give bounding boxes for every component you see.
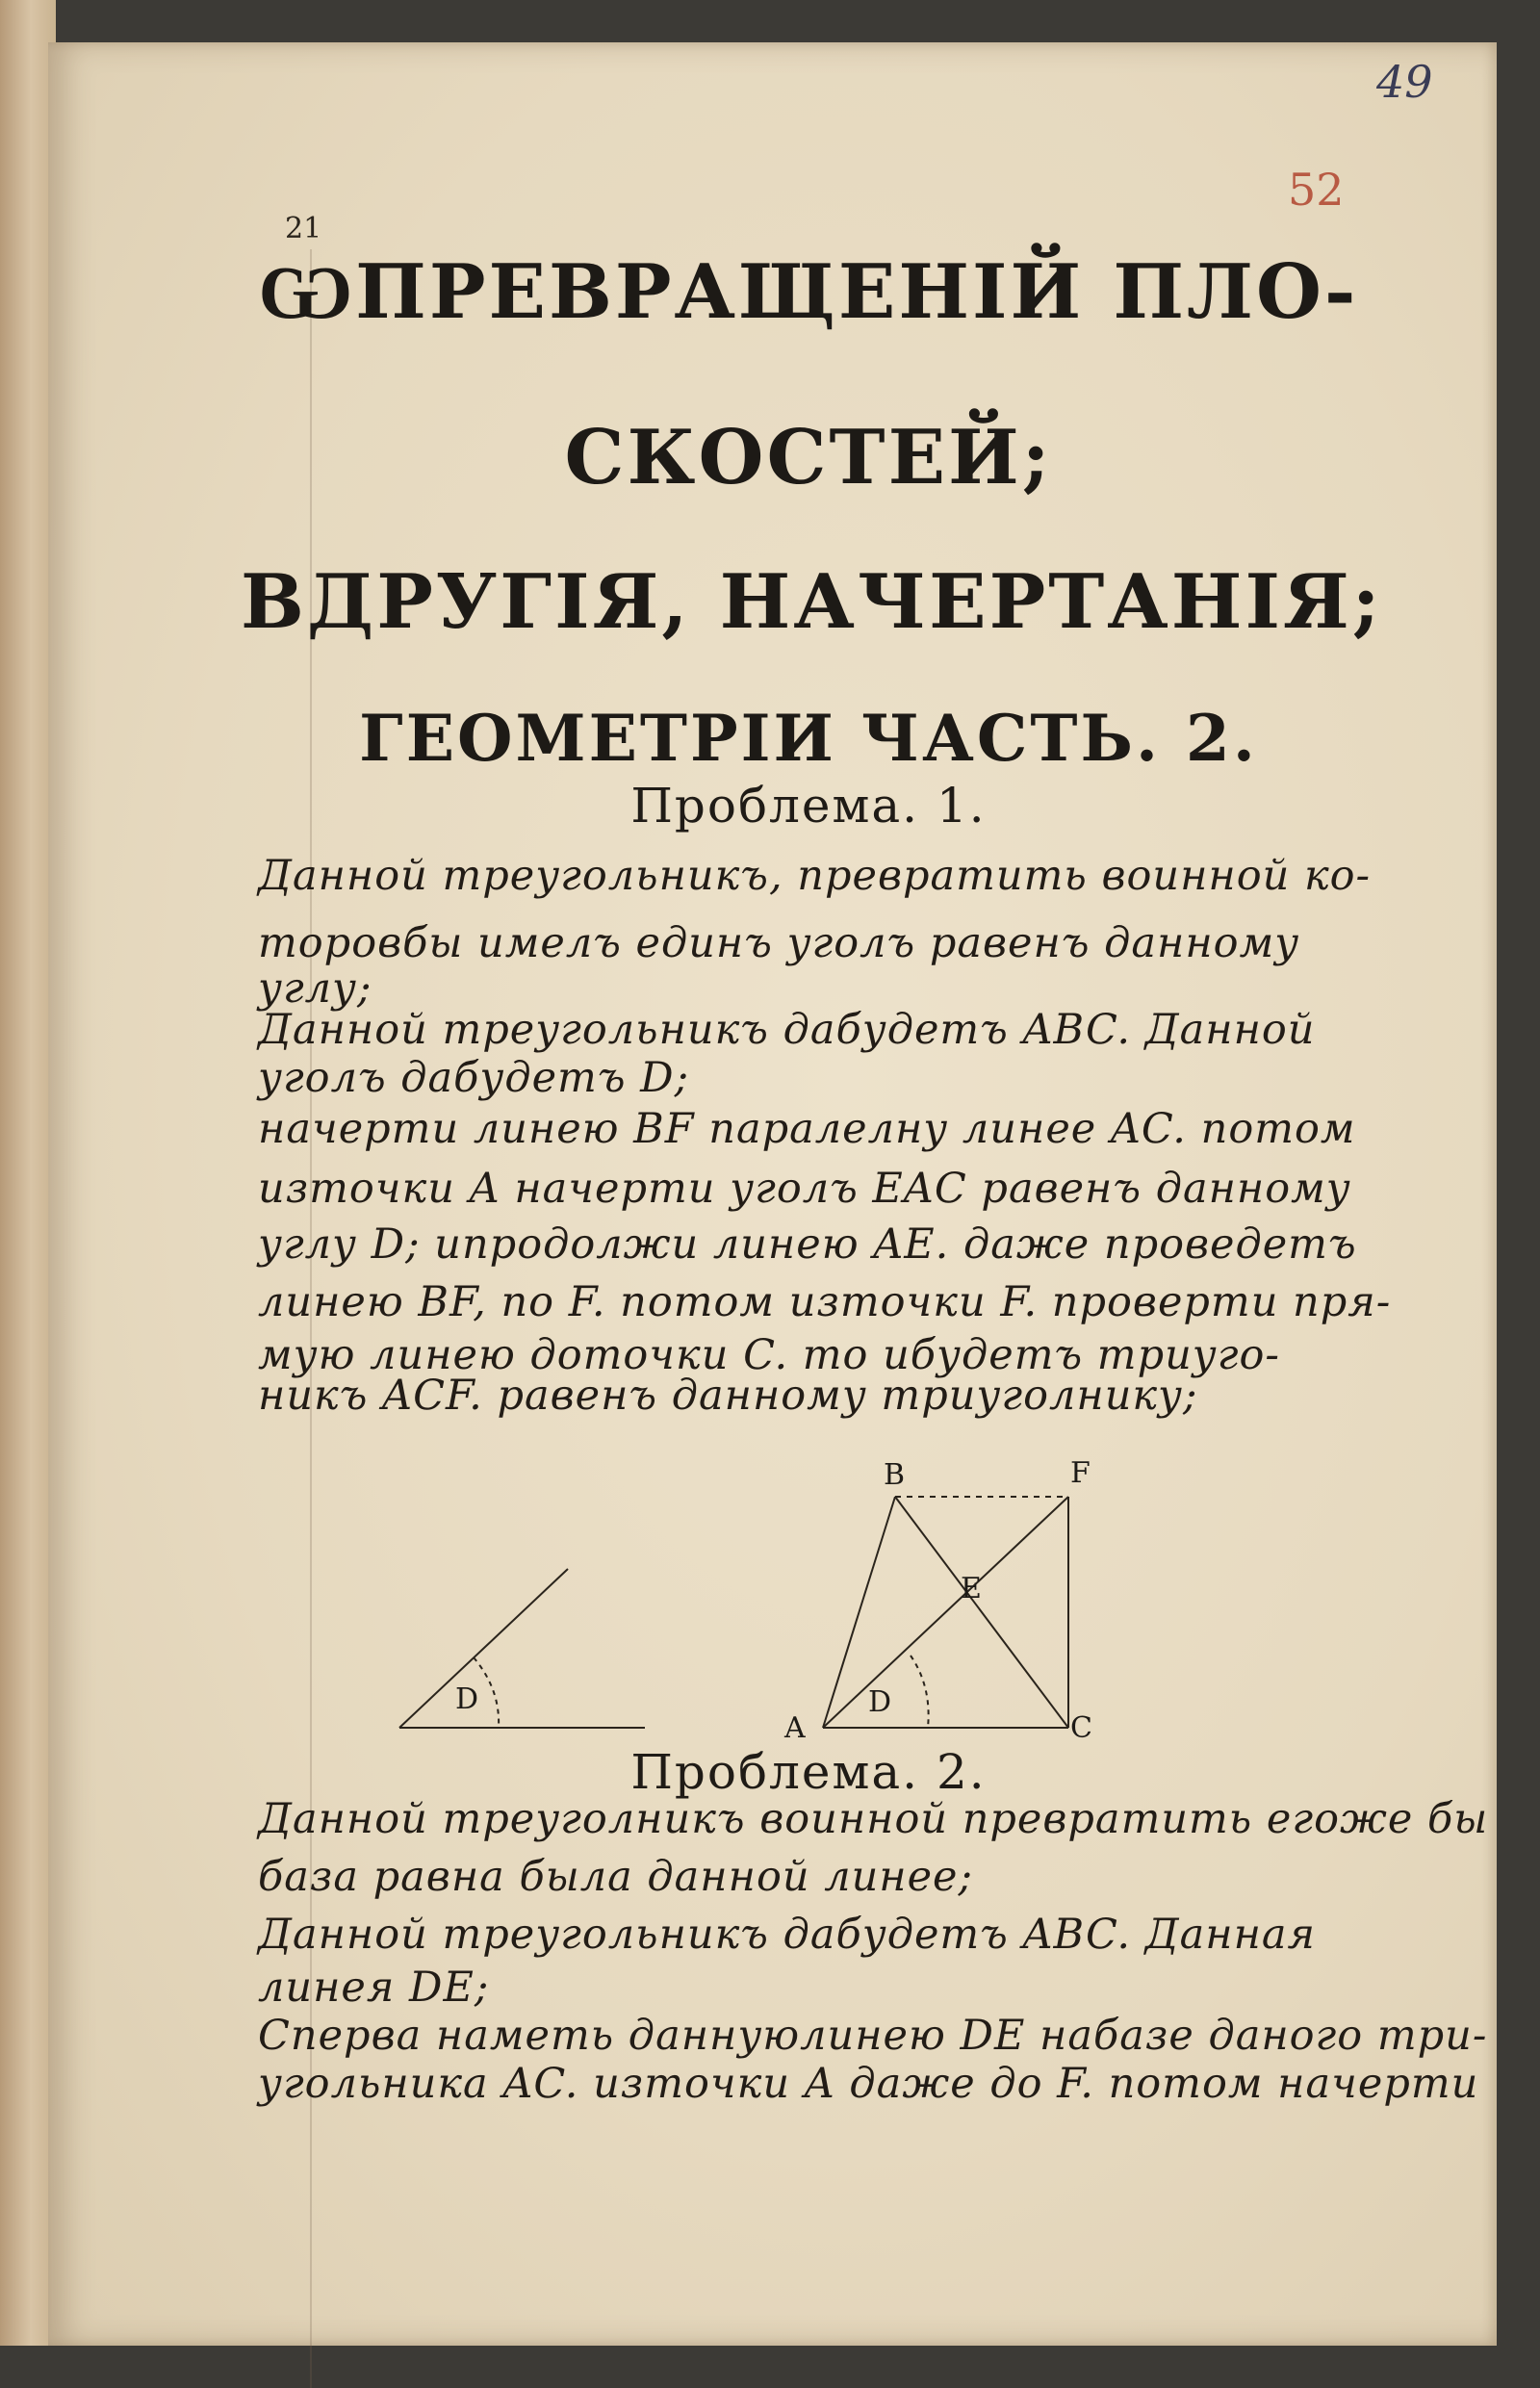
label-d: D — [868, 1685, 892, 1719]
label-b: B — [884, 1458, 906, 1492]
label-f: F — [1070, 1456, 1091, 1490]
label-e: E — [961, 1572, 982, 1605]
problem-2-line: угольника AC. източки A даже до F. потом начерти — [258, 2060, 1479, 2108]
problem-1-line: никъ ACF. равенъ данному триуголнику; — [258, 1372, 1198, 1420]
label-c: C — [1070, 1711, 1092, 1745]
problem-1-line: начерти линею BF паралелну линее AC. потом — [258, 1105, 1356, 1153]
problem-1-line: Данной треугольникъ дабудетъ ABC. Данной — [258, 1006, 1316, 1054]
problem-1-line: торовбы имелъ единъ уголъ равенъ данному — [258, 919, 1300, 967]
problem-2-heading: Проблема. 2. — [630, 1744, 987, 1800]
title-line-3: ВДРУГІЯ, НАЧЕРТАНІЯ; — [241, 558, 1383, 646]
title-line-2: СКОСТЕЙ; — [564, 414, 1053, 501]
problem-1-line: източки A начерти уголъ EAC равенъ данному — [258, 1165, 1351, 1213]
problem-2-line: Данной треуголникъ воинной превратить егоже бы — [258, 1795, 1489, 1843]
problem-1-line: линею BF, по F. потом източки F. проверти пря- — [258, 1278, 1392, 1326]
label-d-left: D — [455, 1682, 479, 1716]
corner-mark: 21 — [285, 212, 322, 245]
problem-1-line: углу D; ипродолжи линею AE. даже проведетъ — [258, 1220, 1357, 1269]
title-line-4: ГЕОМЕТРІИ ЧАСТЬ. 2. — [359, 701, 1258, 776]
problem-1-line: углу; — [258, 964, 372, 1013]
problem-2-line: Сперва наметь даннуюлинею DE набазе даного три- — [258, 2012, 1488, 2060]
problem-1-heading: Проблема. 1. — [630, 778, 987, 834]
label-a: A — [784, 1711, 806, 1745]
page-number-red: 52 — [1288, 164, 1345, 216]
problem-2-line: база равна была данной линее; — [258, 1853, 973, 1901]
problem-1-line: уголъ дабудетъ D; — [258, 1054, 690, 1102]
problem-1-line: Данной треугольникъ, превратить воинной ко- — [258, 852, 1372, 900]
problem-2-line: линея DE; — [258, 1964, 490, 2012]
folio-number: 49 — [1376, 56, 1433, 108]
title-line-1: ѠПРЕВРАЩЕНІЙ ПЛО- — [258, 248, 1359, 336]
problem-1-line: мую линею доточки C. то ибудетъ триуго- — [258, 1331, 1280, 1379]
problem-2-line: Данной треугольникъ дабудетъ ABC. Данная — [258, 1911, 1317, 1959]
